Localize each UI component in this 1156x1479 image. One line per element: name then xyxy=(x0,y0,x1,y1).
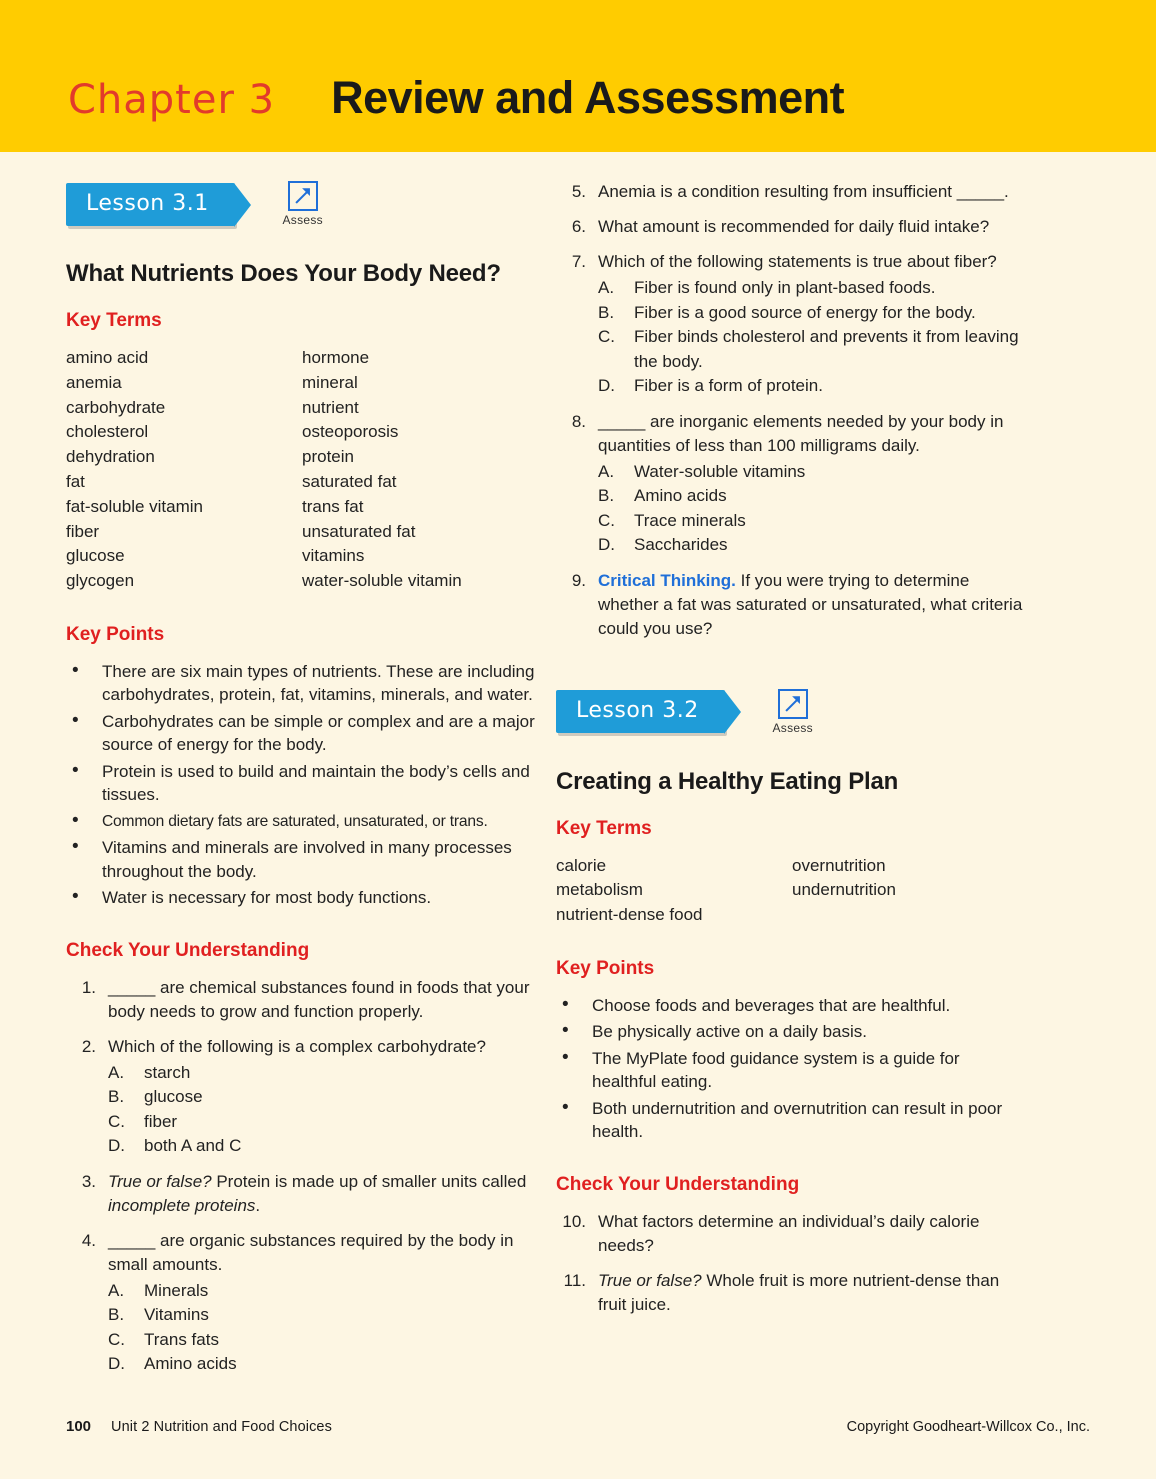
question-number: 7. xyxy=(571,252,586,271)
term: unsaturated fat xyxy=(302,521,416,541)
question-number: 11. xyxy=(563,1270,586,1290)
choice-text: Vitamins xyxy=(144,1305,209,1325)
choice-text: Amino acids xyxy=(634,486,727,505)
term: amino acid xyxy=(66,348,149,367)
question-text: _____ are chemical substances found in foods that your body needs to grow and function properly. xyxy=(108,977,530,1021)
choice-item xyxy=(598,533,1026,558)
assess-label: Assess xyxy=(282,213,323,227)
question-number: 4. xyxy=(81,1230,96,1250)
question-number: 5. xyxy=(571,182,586,201)
choice-letter: C. xyxy=(108,1111,125,1131)
left-column xyxy=(66,180,536,1388)
assess-link-3-2[interactable] xyxy=(767,689,819,735)
term: cholesterol xyxy=(66,422,149,442)
choice-letter: A. xyxy=(108,1062,125,1082)
lesson-3-2-header xyxy=(556,688,1026,736)
choice-item xyxy=(108,1352,536,1377)
term: trans fat xyxy=(302,496,364,516)
term: undernutrition xyxy=(792,880,896,900)
question-item xyxy=(66,1229,536,1377)
assess-icon xyxy=(778,689,808,719)
choice-text: fiber xyxy=(144,1111,178,1131)
choice-text: Fiber is a good source of energy for the body. xyxy=(634,302,976,322)
choice-text: both A and C xyxy=(144,1136,242,1156)
question-item xyxy=(66,1035,536,1159)
questions-list-3-1 xyxy=(66,976,536,1377)
term: calorie xyxy=(556,855,607,875)
choice-text: Trace minerals xyxy=(634,510,746,530)
key-points-list-3-2 xyxy=(556,994,1026,1144)
questions-list-3-2 xyxy=(556,1210,1026,1317)
arrow-up-right-icon xyxy=(780,691,806,717)
choice-letter: B. xyxy=(108,1305,125,1325)
list-item: • Carbohydrates can be simple or complex and are a major source of energy for the body. xyxy=(66,710,536,757)
choice-letter: A. xyxy=(108,1280,125,1300)
question-item xyxy=(556,215,1026,239)
question-number: 9. xyxy=(571,570,586,590)
question-item xyxy=(556,1210,1026,1258)
choice-item xyxy=(108,1328,536,1353)
term: mineral xyxy=(302,372,358,392)
key-terms-list-3-1 xyxy=(66,346,536,594)
question-text: Protein is made up of smaller units called xyxy=(211,1171,527,1191)
lesson-tab-3-1[interactable]: Lesson 3.1 xyxy=(66,183,235,226)
footer-left xyxy=(66,1418,332,1435)
term: overnutrition xyxy=(792,855,886,875)
chapter-label: Chapter 3 xyxy=(68,77,276,123)
key-points-heading-3-2: Key Points xyxy=(556,957,655,979)
question-suffix-italic: incomplete proteins xyxy=(108,1195,256,1215)
lesson-3-1-title: What Nutrients Does Your Body Need? xyxy=(66,260,501,287)
term: water-soluble vitamin xyxy=(302,571,462,591)
page-footer xyxy=(66,1418,1090,1435)
term: saturated fat xyxy=(302,471,397,491)
copyright-notice: Copyright Goodheart-Willcox Co., Inc. xyxy=(846,1419,1090,1435)
choice-list xyxy=(108,1279,536,1377)
question-number: 1. xyxy=(81,977,96,997)
term: dehydration xyxy=(66,447,155,467)
critical-thinking-tag: Critical Thinking. xyxy=(598,570,736,590)
question-item xyxy=(556,569,1026,641)
term: metabolism xyxy=(556,880,643,900)
term: fat-soluble vitamin xyxy=(66,496,204,516)
lesson-3-2-title: Creating a Healthy Eating Plan xyxy=(556,767,899,795)
choice-item xyxy=(598,325,1026,374)
page-title: Review and Assessment xyxy=(331,72,845,123)
term: carbohydrate xyxy=(66,397,166,417)
choice-letter: A. xyxy=(598,461,615,481)
check-understanding-heading-3-1: Check Your Understanding xyxy=(66,939,310,961)
choice-text: glucose xyxy=(144,1087,203,1107)
question-item xyxy=(66,1170,536,1218)
question-text: Whole fruit is more nutrient-dense than fruit juice. xyxy=(598,1270,1000,1314)
assess-link-3-1[interactable] xyxy=(277,181,329,227)
choice-item xyxy=(108,1134,536,1159)
choice-item xyxy=(598,301,1026,326)
header xyxy=(68,72,844,124)
question-item xyxy=(556,250,1026,399)
choice-letter: C. xyxy=(108,1329,125,1349)
questions-list-continued xyxy=(556,180,1026,641)
choice-text: Trans fats xyxy=(144,1329,219,1349)
question-item xyxy=(556,180,1026,204)
choice-item xyxy=(108,1061,536,1086)
term: hormone xyxy=(302,348,370,367)
choice-text: Water-soluble vitamins xyxy=(634,461,806,481)
header-band xyxy=(0,0,1156,152)
choice-letter: C. xyxy=(598,510,615,530)
unit-label: Unit 2 Nutrition and Food Choices xyxy=(111,1419,332,1435)
list-item: • The MyPlate food guidance system is a guide for healthful eating. xyxy=(556,1047,1026,1094)
key-terms-list-3-2 xyxy=(556,854,1026,928)
check-understanding-heading-3-2: Check Your Understanding xyxy=(556,1173,800,1195)
key-terms-heading-3-1: Key Terms xyxy=(66,310,162,331)
choice-letter: B. xyxy=(108,1087,125,1107)
key-points-heading-3-1: Key Points xyxy=(66,623,165,645)
question-text: Which of the following statements is true about fiber? xyxy=(598,252,997,271)
key-terms-column-2 xyxy=(792,854,1026,928)
choice-letter: D. xyxy=(598,376,615,395)
key-terms-column-1 xyxy=(66,346,302,594)
question-prefix-italic: True or false? xyxy=(598,1270,702,1290)
question-prefix-italic: True or false? xyxy=(108,1171,212,1191)
term: vitamins xyxy=(302,546,365,566)
term: protein xyxy=(302,447,354,467)
choice-text: starch xyxy=(144,1062,191,1082)
key-terms-column-2 xyxy=(302,346,536,594)
question-text: What factors determine an individual’s daily calorie needs? xyxy=(598,1211,980,1255)
list-item: • There are six main types of nutrients. These are including carbohydrates, protein, fat, vitamins, minerals, and water. xyxy=(66,660,536,707)
question-text: What amount is recommended for daily fluid intake? xyxy=(598,217,990,236)
key-points-list-3-1 xyxy=(66,660,536,910)
question-text: _____ are organic substances required by the body in small amounts. xyxy=(108,1230,514,1274)
choice-letter: D. xyxy=(108,1136,125,1156)
assess-label: Assess xyxy=(772,720,813,735)
choice-letter: D. xyxy=(108,1354,125,1374)
choice-item xyxy=(108,1303,536,1328)
question-text: Which of the following is a complex carbohydrate? xyxy=(108,1036,486,1056)
choice-item xyxy=(598,460,1026,485)
choice-text: Minerals xyxy=(144,1280,209,1300)
choice-item xyxy=(598,374,1026,399)
choice-list xyxy=(598,460,1026,558)
choice-letter: B. xyxy=(598,486,615,505)
choice-text: Fiber is found only in plant-based foods. xyxy=(634,278,936,297)
list-item: • Common dietary fats are saturated, unsaturated, or trans. xyxy=(66,810,536,834)
question-text: If you were trying to determine whether a fat was saturated or unsaturated, what criteria could you use? xyxy=(598,570,1023,638)
term: glycogen xyxy=(66,571,135,591)
choice-list xyxy=(598,276,1026,399)
choice-item xyxy=(598,509,1026,534)
question-number: 8. xyxy=(571,411,586,431)
choice-item xyxy=(108,1085,536,1110)
list-item: • Vitamins and minerals are involved in many processes throughout the body. xyxy=(66,836,536,883)
list-item: • Choose foods and beverages that are healthful. xyxy=(556,994,1026,1018)
choice-letter: C. xyxy=(598,327,615,346)
choice-letter: A. xyxy=(598,278,615,297)
choice-text: Fiber binds cholesterol and prevents it from leaving the body. xyxy=(634,327,1019,371)
choice-text: Fiber is a form of protein. xyxy=(634,376,823,395)
question-number: 3. xyxy=(81,1171,96,1191)
choice-letter: D. xyxy=(598,535,615,554)
list-item: • Water is necessary for most body functions. xyxy=(66,886,536,910)
choice-list xyxy=(108,1061,536,1159)
choice-item xyxy=(108,1110,536,1135)
choice-text: Saccharides xyxy=(634,535,728,554)
question-number: 6. xyxy=(571,217,586,236)
choice-item xyxy=(108,1279,536,1304)
question-text: _____ are inorganic elements needed by your body in quantities of less than 100 milligrams daily. xyxy=(598,411,1004,455)
term: fat xyxy=(66,471,85,491)
term: glucose xyxy=(66,546,125,566)
arrow-up-right-icon xyxy=(290,183,316,209)
question-item xyxy=(556,1269,1026,1317)
key-terms-heading-3-2: Key Terms xyxy=(556,817,652,839)
right-column xyxy=(556,180,1026,1328)
choice-letter: B. xyxy=(598,302,615,322)
list-item: • Both undernutrition and overnutrition can result in poor health. xyxy=(556,1097,1026,1144)
question-item xyxy=(66,976,536,1024)
question-text: Anemia is a condition resulting from insufficient _____. xyxy=(598,182,1009,201)
list-item: • Protein is used to build and maintain the body’s cells and tissues. xyxy=(66,760,536,807)
choice-text: Amino acids xyxy=(144,1354,237,1374)
term: nutrient-dense food xyxy=(556,905,703,925)
lesson-3-1-header xyxy=(66,180,536,228)
question-number: 2. xyxy=(81,1036,96,1056)
question-tail: . xyxy=(255,1195,261,1215)
question-number: 10. xyxy=(562,1211,586,1231)
term: nutrient xyxy=(302,397,359,417)
question-item xyxy=(556,410,1026,558)
list-item: • Be physically active on a daily basis. xyxy=(556,1020,1026,1044)
lesson-tab-3-2[interactable]: Lesson 3.2 xyxy=(556,690,725,733)
term: fiber xyxy=(66,521,100,541)
term: osteoporosis xyxy=(302,422,399,442)
assess-icon xyxy=(288,181,318,211)
choice-item xyxy=(598,276,1026,301)
key-terms-column-1 xyxy=(556,854,792,928)
term: anemia xyxy=(66,372,122,392)
choice-item xyxy=(598,484,1026,509)
page-number: 100 xyxy=(66,1418,92,1435)
